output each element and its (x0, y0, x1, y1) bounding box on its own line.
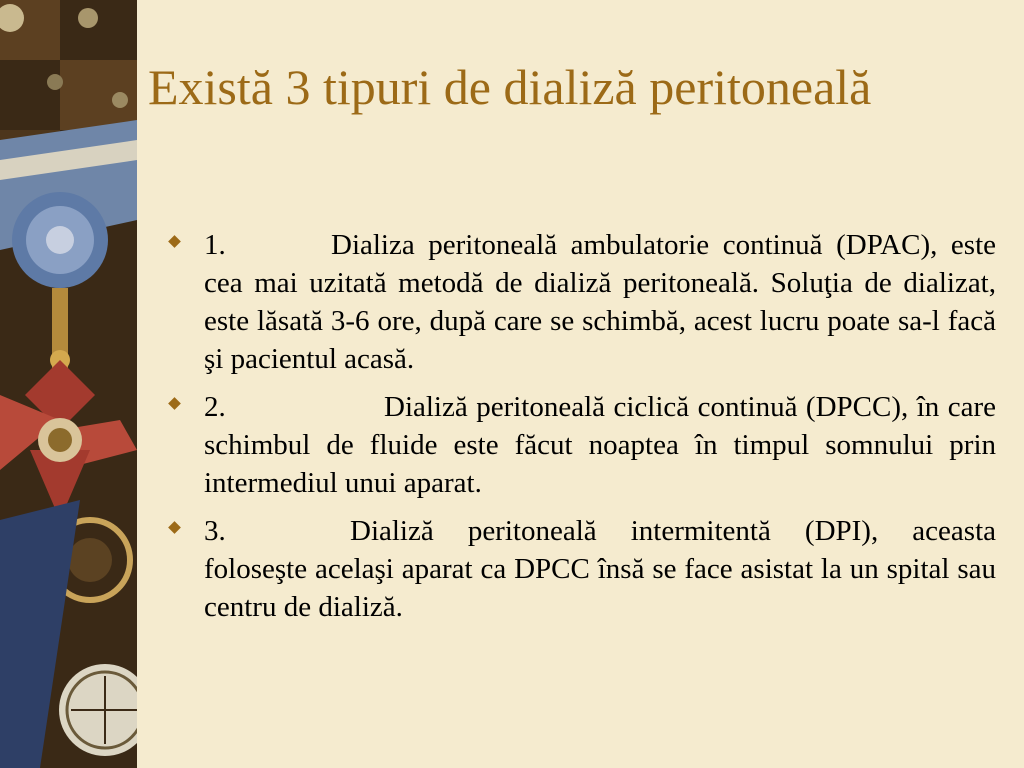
bullet-number: 3. (204, 515, 226, 547)
bullet-text: Dializă peritoneală intermitentă (DPI), aceasta foloseşte acelaşi aparat ca DPCC însă se face asistat la un spital sau centru de dializă. (204, 515, 996, 623)
bullet-text: Dializă peritoneală ciclică continuă (DPCC), în care schimbul de fluide este făcut noaptea în timpul somnului prin intermediul unui aparat. (204, 391, 996, 499)
bullet-text: Dializa peritoneală ambulatorie continuă (DPAC), este cea mai uzitată metodă de dializă peritoneală. Soluţia de dializat, este lăsată 3-6 ore, după care se schimbă, acest lucru poate sa-l facă şi pacientul acasă. (204, 229, 996, 375)
bullet-number: 1. (204, 229, 226, 261)
slide-title: Există 3 tipuri de dializă peritoneală (148, 59, 872, 115)
diamond-bullet-icon (168, 235, 181, 248)
medal-decoration-icon (0, 0, 137, 768)
bullet-list (168, 226, 996, 636)
bullet-item-1 (168, 226, 996, 378)
decorative-side-image (0, 0, 137, 768)
bullet-item-3 (168, 512, 996, 626)
bullet-item-2 (168, 388, 996, 502)
diamond-bullet-icon (168, 397, 181, 410)
diamond-bullet-icon (168, 521, 181, 534)
bullet-number: 2. (204, 391, 226, 423)
